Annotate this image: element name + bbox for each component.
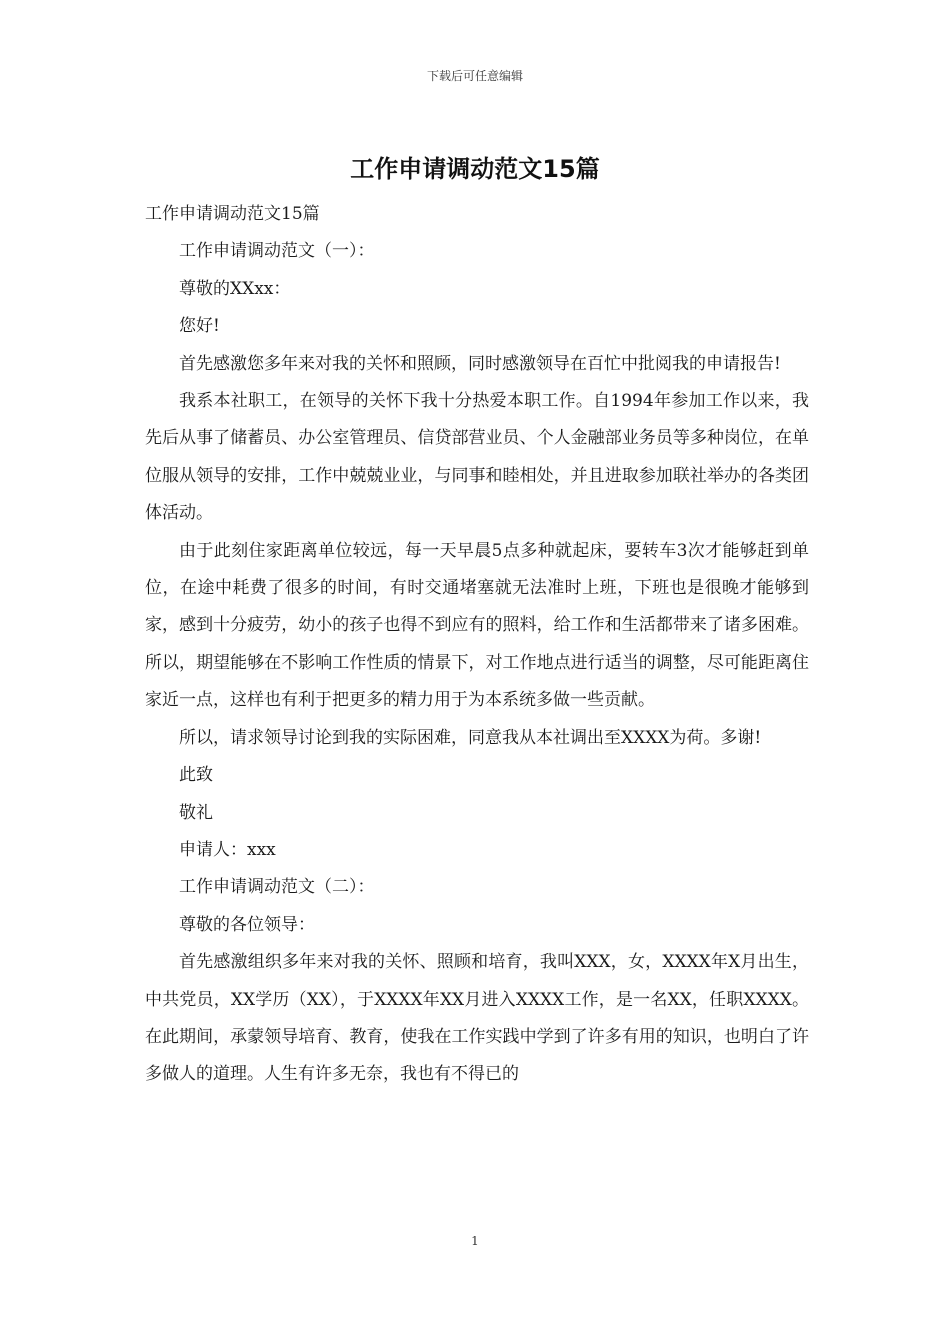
paragraph-body: 所以，请求领导讨论到我的实际困难，同意我从本社调出至XXXX为荷。多谢! — [179, 727, 762, 748]
paragraph-body: 首先感激组织多年来对我的关怀、照顾和培育，我叫XXX，女，XXXX年X月出生，中共党员，XX学历（XX），于XXXX年XX月进入XXXX工作，是一名XX，任职XXXX。在此期间，承蒙领导培育、教育，使我在工作实践中学到了许多有用的知识，也明白了许多做人的道理。人生有许多无奈，我也有不得已的 — [145, 952, 809, 1085]
paragraph-salutation: 尊敬的XXxx： — [179, 278, 291, 299]
paragraph-body: 由于此刻住家距离单位较远，每一天早晨5点多种就起床，要转车3次才能够赶到单位，在途中耗费了很多的时间，有时交通堵塞就无法准时上班，下班也是很晚才能够到家，感到十分疲劳，幼小的孩子也得不到应有的照料，给工作和生活都带来了诸多困难。所以，期望能够在不影响工作性质的情景下，对工作地点进行适当的调整，尽可能距离住家近一点，这样也有利于把更多的精力用于为本系统多做一些贡献。 — [145, 540, 809, 711]
paragraph-closing: 敬礼 — [179, 802, 213, 823]
paragraph-closing: 此致 — [179, 765, 213, 786]
page-number: 1 — [471, 1234, 479, 1248]
paragraph-section-heading-1: 工作申请调动范文（一）： — [179, 241, 375, 262]
paragraph-body: 首先感激您多年来对我的关怀和照顾，同时感激领导在百忙中批阅我的申请报告! — [179, 353, 781, 374]
paragraph-greeting: 您好! — [179, 316, 220, 337]
paragraph-salutation: 尊敬的各位领导： — [179, 914, 315, 935]
paragraph-signature: 申请人：xxx — [179, 839, 276, 860]
document-body — [145, 196, 809, 1094]
document-title: 工作申请调动范文15篇 — [350, 155, 600, 183]
paragraph-body: 我系本社职工，在领导的关怀下我十分热爱本职工作。自1994年参加工作以来，我先后从事了储蓄员、办公室管理员、信贷部营业员、个人金融部业务员等多种岗位，在单位服从领导的安排，工作中兢兢业业，与同事和睦相处，并且进取参加联社举办的各类团体活动。 — [145, 391, 809, 524]
page-header-note: 下载后可任意编辑 — [426, 69, 523, 83]
paragraph-subtitle: 工作申请调动范文15篇 — [145, 204, 320, 224]
paragraph-section-heading-2: 工作申请调动范文（二）： — [179, 877, 375, 898]
